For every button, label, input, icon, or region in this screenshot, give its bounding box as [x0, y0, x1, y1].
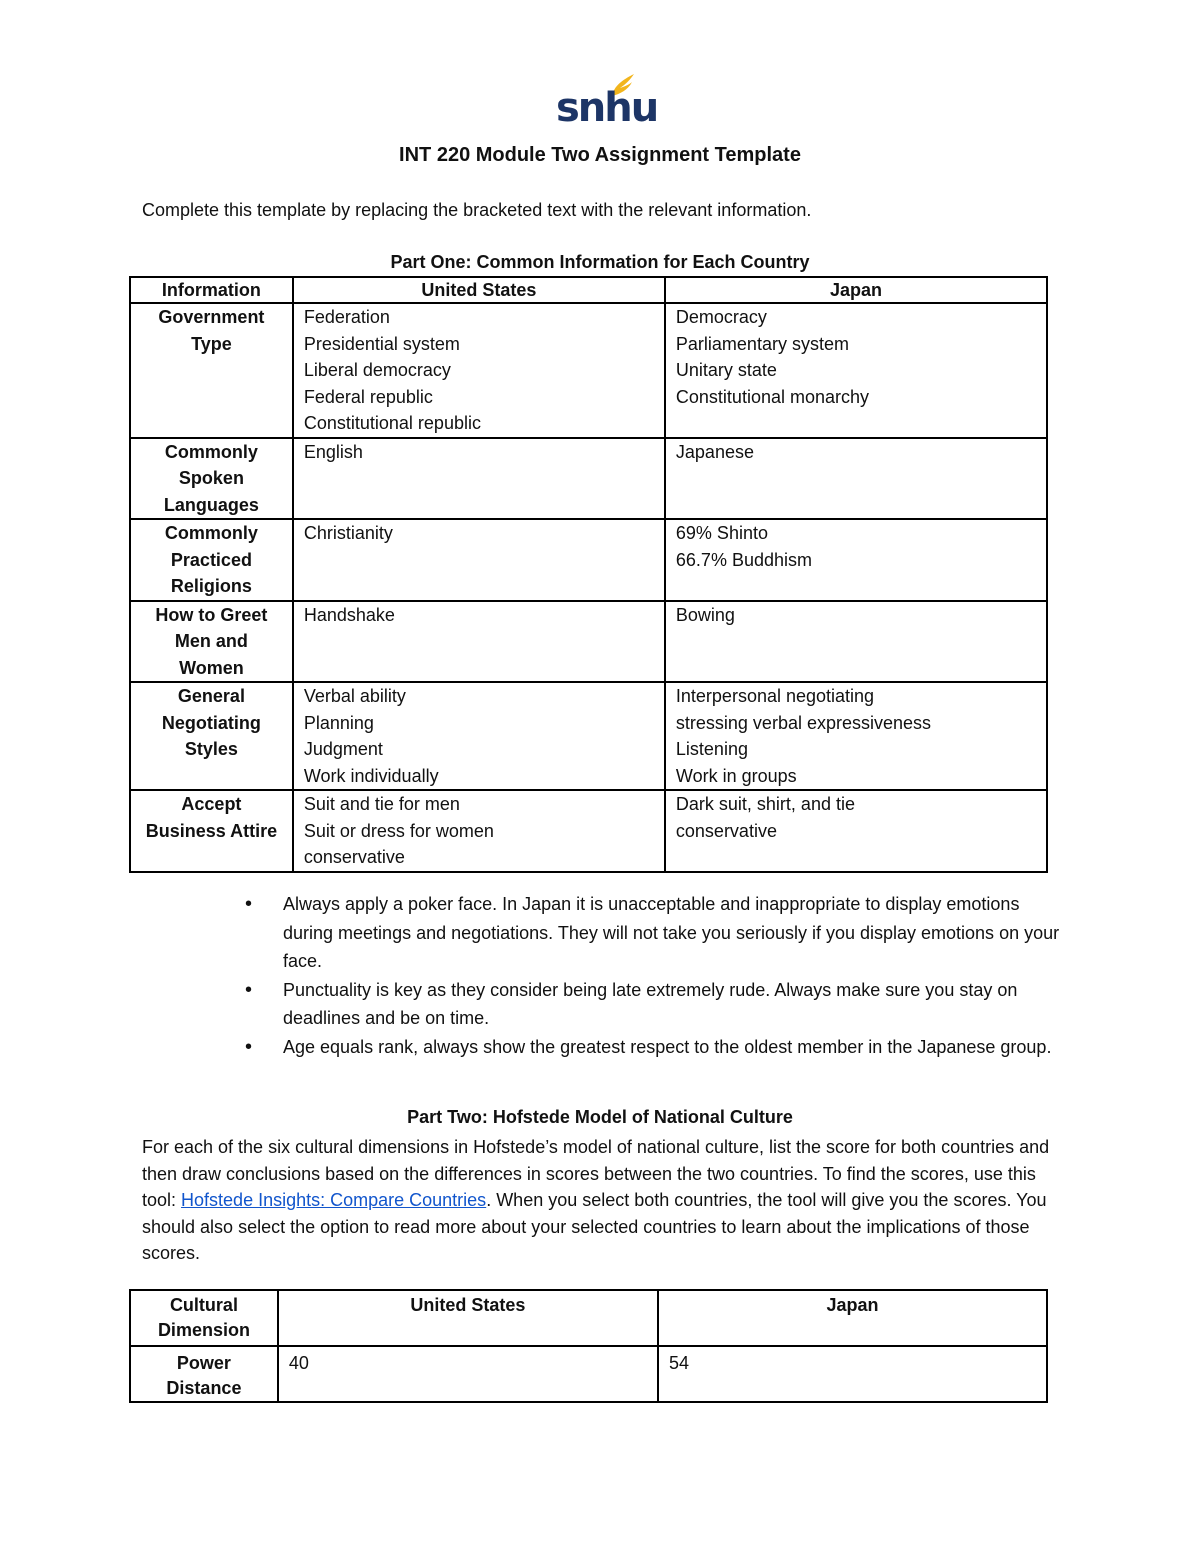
list-item: Presidential system [303, 333, 460, 354]
jp-cell [665, 519, 1047, 601]
table-row [130, 682, 1047, 790]
table-row [130, 303, 1047, 438]
list-item: Constitutional republic [303, 413, 481, 433]
row-label: Commonly Practiced Religions [130, 519, 293, 601]
list-item: Bowing [675, 604, 735, 625]
us-cell [293, 601, 665, 683]
instructions-text: For each of the six cultural dimensions in Hofstede’s model of national culture, list the score for both countries and then draw conclusions based on the differences in scores between the two countries. To find the scores, use this tool: [142, 1137, 1050, 1210]
list-item: Federal republic [303, 386, 433, 407]
list-item: 66.7% Buddhism [675, 549, 812, 570]
list-item: Judgment [303, 739, 383, 759]
snhu-logo [550, 72, 658, 134]
intro-text: Complete this template by replacing the bracketed text with the relevant information. [142, 200, 812, 220]
list-item: Handshake [303, 604, 395, 625]
list-item: Parliamentary system [675, 333, 849, 354]
jp-score: 54 [658, 1346, 1047, 1402]
list-item: conservative [303, 847, 405, 867]
row-label: Accept Business Attire [130, 790, 293, 872]
header-cultural-dimension: Cultural Dimension [130, 1290, 278, 1346]
list-item: Federation [303, 307, 390, 327]
jp-cell [665, 682, 1047, 790]
row-label: Government Type [130, 303, 293, 438]
list-item: Democracy [675, 307, 767, 327]
header-united-states: United States [278, 1290, 658, 1346]
list-item: Unitary state [675, 360, 777, 380]
jp-cell [665, 303, 1047, 438]
table-row [130, 790, 1047, 872]
table-row [130, 1346, 1047, 1402]
list-item: Christianity [303, 523, 393, 543]
us-cell [293, 790, 665, 872]
logo-text: snhu [556, 85, 658, 131]
list-item: • Always apply a poker face. In Japan it is unacceptable and inappropriate to display emotions during meetings and negotiations. They will not take you seriously if you display emotions on your face. [245, 890, 1065, 976]
table-header-row [130, 277, 1047, 303]
us-cell [293, 438, 665, 520]
list-item: Dark suit, shirt, and tie [675, 794, 855, 814]
list-item: Suit and tie for men [303, 794, 460, 814]
list-item: stressing verbal expressiveness [675, 712, 932, 733]
list-item: Listening [675, 739, 748, 759]
header-japan: Japan [658, 1290, 1047, 1346]
tips-list [245, 890, 1065, 1061]
part-two-instructions [142, 1134, 1072, 1267]
list-item: English [303, 441, 363, 462]
row-label: How to Greet Men and Women [130, 601, 293, 683]
header-information: Information [130, 277, 293, 303]
document-title: INT 220 Module Two Assignment Template [399, 144, 801, 166]
list-item: 69% Shinto [675, 523, 768, 543]
hofstede-table [129, 1289, 1048, 1403]
header-japan: Japan [665, 277, 1047, 303]
table-row [130, 519, 1047, 601]
list-item: Liberal democracy [303, 360, 451, 380]
list-item: Work individually [303, 765, 439, 786]
table-row [130, 601, 1047, 683]
list-item: conservative [675, 820, 777, 841]
header-united-states: United States [293, 277, 665, 303]
row-label: General Negotiating Styles [130, 682, 293, 790]
list-item: Verbal ability [303, 686, 406, 706]
us-cell [293, 519, 665, 601]
part-one-heading: Part One: Common Information for Each Country [390, 252, 810, 272]
row-label: Power Distance [130, 1346, 278, 1402]
part-two-heading: Part Two: Hofstede Model of National Culture [407, 1107, 793, 1127]
table-row [130, 438, 1047, 520]
list-item: Interpersonal negotiating [675, 686, 875, 706]
hofstede-link[interactable]: Hofstede Insights: Compare Countries [181, 1190, 487, 1210]
table-header-row [130, 1290, 1047, 1346]
us-cell [293, 303, 665, 438]
list-item: Suit or dress for women [303, 820, 494, 841]
list-item: • Punctuality is key as they consider being late extremely rude. Always make sure you stay on deadlines and be on time. [245, 976, 1065, 1033]
row-label: Commonly Spoken Languages [130, 438, 293, 520]
jp-cell [665, 601, 1047, 683]
jp-cell [665, 438, 1047, 520]
list-item: Work in groups [675, 765, 797, 786]
instructions-text-end: . When you select both countries, the tool will give you the scores. You should also select the option to read more about your selected countries to learn about the implications of those scores. [142, 1190, 1047, 1263]
jp-cell [665, 790, 1047, 872]
country-info-table [129, 276, 1048, 873]
list-item: Planning [303, 712, 374, 733]
list-item: Constitutional monarchy [675, 386, 870, 407]
list-item: Japanese [675, 441, 754, 462]
us-cell [293, 682, 665, 790]
us-score: 40 [278, 1346, 658, 1402]
list-item: • Age equals rank, always show the greatest respect to the oldest member in the Japanese group. [245, 1033, 1065, 1062]
